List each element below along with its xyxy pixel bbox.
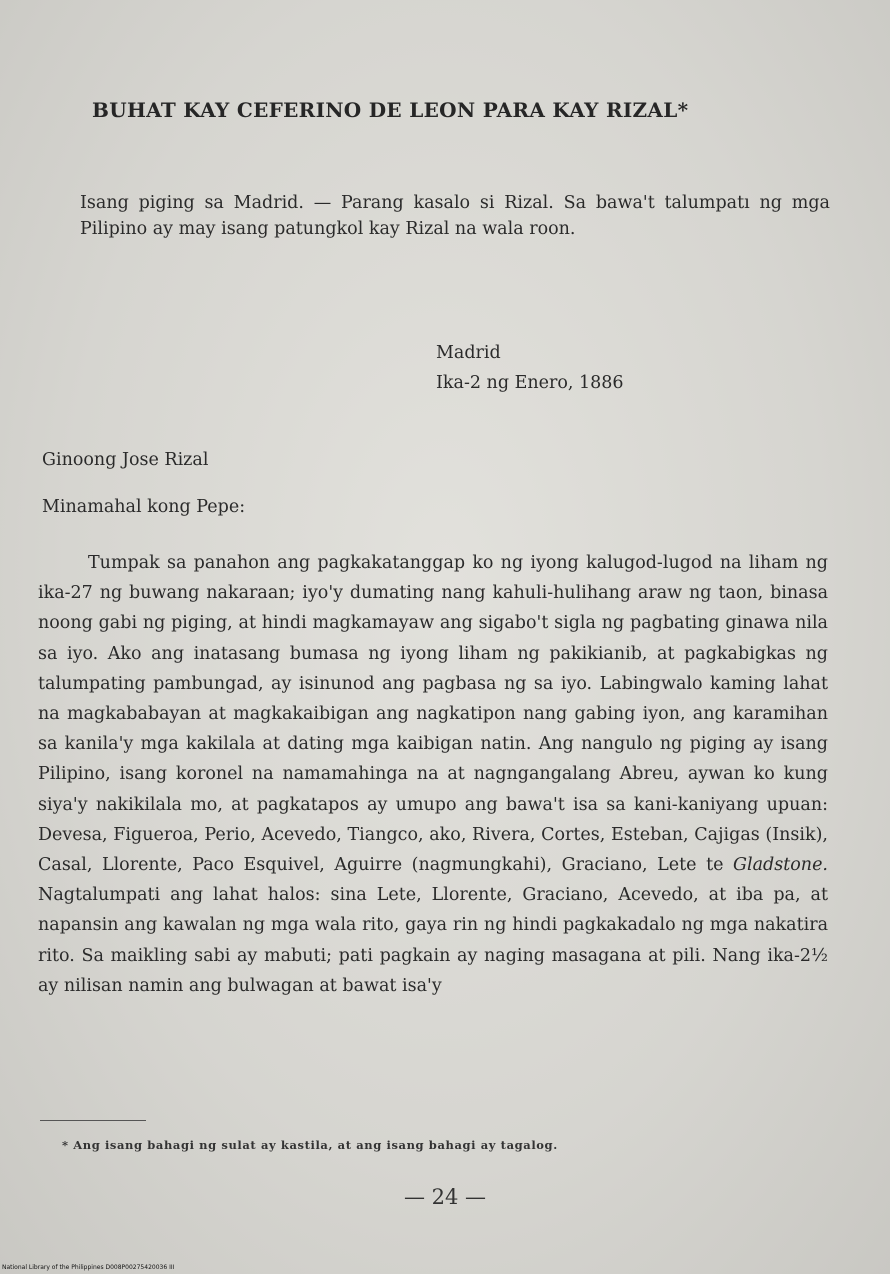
dateline-date: Ika-2 ng Enero, 1886: [436, 373, 624, 393]
library-watermark: National Library of the Philippines D008P00275420036 III: [2, 1264, 175, 1271]
letter-body-italic: Gladstone.: [733, 855, 828, 876]
letter-body-text: Tumpak sa panahon ang pagkakatanggap ko ng iyong kalugod-lugod na liham ng ika-27 ng buwang nakaraan; iyo'y dumating nang kahuli-hulihang araw ng taon, binasa noong gabi ng piging, at hindi magkamayaw ang sigabo't sigla ng pagbating ginawa nila sa iyo. Ako ang inatasang bumasa ng iyong liham ng pakikianib, at pagkabigkas ng talumpating pambungad, ay isinunod ang pagbasa ng sa iyo. Labingwalo kaming lahat na magkababayan at magkakaibigan ang nagkatipon nang gabing iyon, ang karamihan sa kanila'y mga kakilala at dating mga kaibigan natin. Ang nangulo ng piging ay isang Pilipino, isang koronel na namamahinga na at nagngangalang Abreu, aywan ko kung siya'y nakikilala mo, at pagkatapos ay umupo ang bawa't isa sa kani-kaniyang upuan: Devesa, Figueroa, Perio, Acevedo, Tiangco, ako, Rivera, Cortes, Esteban, Cajigas (Insik), Casal, Llorente, Paco Esquivel, Aguirre (nagmungkahi), Graciano, Lete te: [38, 553, 828, 876]
salutation: Ginoong Jose Rizal: [42, 450, 209, 470]
dateline: [436, 338, 624, 398]
footnote: * Ang isang bahagi ng sulat ay kastila, at ang isang bahagi ay tagalog.: [62, 1138, 558, 1152]
letter-body: [38, 548, 828, 1001]
letter-summary: Isang piging sa Madrid. — Parang kasalo si Rizal. Sa bawa't talumpatı ng mga Pilipino ay may isang patungkol kay Rizal na wala roon.: [80, 193, 830, 239]
page-number: — 24 —: [403, 1185, 487, 1209]
dateline-place: Madrid: [436, 343, 501, 363]
greeting: Minamahal kong Pepe:: [42, 497, 246, 517]
letter-title: BUHAT KAY CEFERINO DE LEON PARA KAY RIZAL*: [92, 98, 689, 122]
footnote-divider: [40, 1120, 146, 1121]
letter-body-end: Nagtalumpati ang lahat halos: sina Lete, Llorente, Graciano, Acevedo, at iba pa, at napansin ang kawalan ng mga wala rito, gaya rin ng hindi pagkakadalo ng mga nakatira rito. Sa maikling sabi ay mabuti; pati pagkain ay naging masagana at pili. Nang ika-2½ ay nilisan namin ang bulwagan at bawat isa'y: [38, 885, 828, 996]
